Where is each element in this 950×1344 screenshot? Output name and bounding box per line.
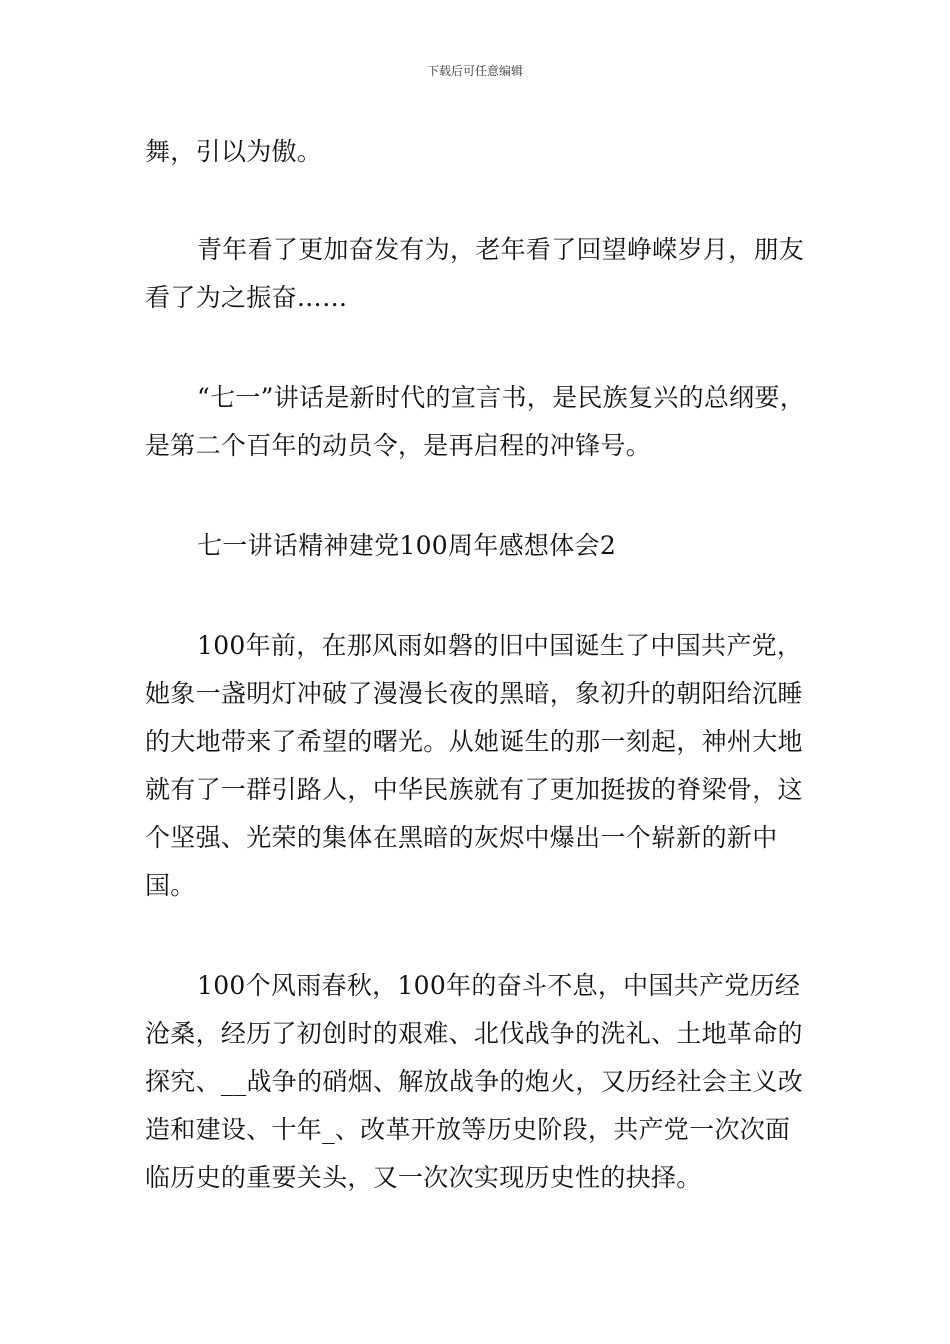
paragraph: 100年前，在那风雨如磐的旧中国诞生了中国共产党，她象一盏明灯冲破了漫漫长夜的黑暗，象初升的朝阳给沉睡的大地带来了希望的曙光。从她诞生的那一刻起，神州大地就有了一群引路人，中华民族就有了更加挺拔的脊梁骨，这个坚强、光荣的集体在黑暗的灰烬中爆出一个崭新的新中国。 (145, 631, 803, 900)
section-title: 七一讲话精神建党100周年感想体会2 (197, 531, 617, 560)
paragraph: 青年看了更加奋发有为，老年看了回望峥嵘岁月，朋友看了为之振奋…… (145, 235, 805, 312)
page-header: 下载后可任意编辑 (426, 64, 523, 78)
paragraph: 100个风雨春秋，100年的奋斗不息，中国共产党历经沧桑，经历了初创时的艰难、北伐战争的洗礼、土地革命的探究、__战争的硝烟、解放战争的炮火，又历经社会主义改造和建设、十年_、改革开放等历史阶段，共产党一次次面临历史的重要关头，又一次次实现历史性的抉择。 (145, 971, 804, 1192)
paragraph-continued: 舞，引以为傲。 (145, 137, 323, 166)
paragraph: “七一”讲话是新时代的宣言书，是民族复兴的总纲要，是第二个百年的动员令，是再启程的冲锋号。 (145, 383, 806, 460)
